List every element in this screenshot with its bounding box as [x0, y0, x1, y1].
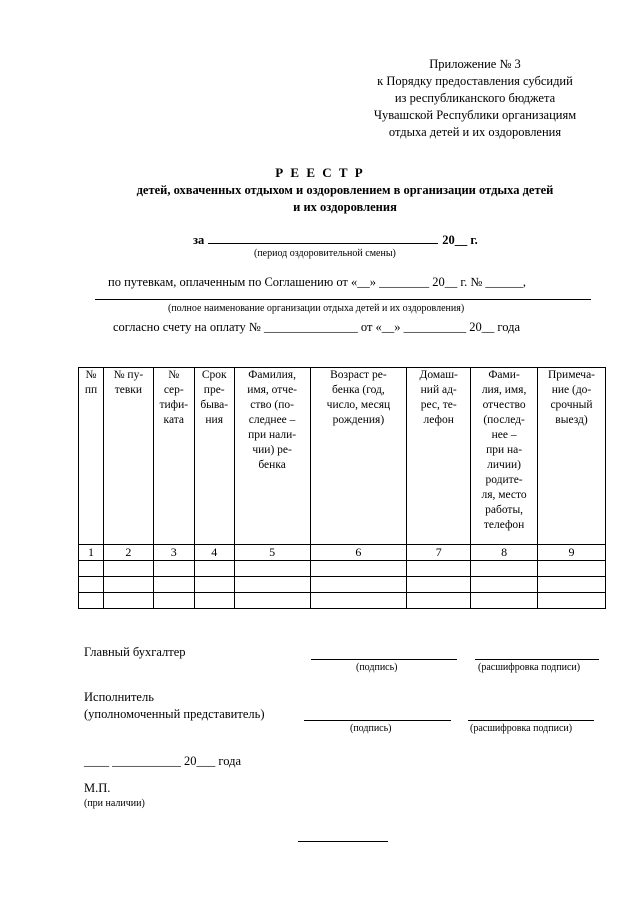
table-cell	[407, 561, 471, 577]
table-header-line: ний ад-	[420, 384, 457, 396]
register-title: Р Е Е С Т Р	[275, 165, 365, 180]
table-cell	[471, 577, 538, 593]
executor-decoding-hint: (расшифровка подписи)	[470, 723, 573, 734]
table-cell	[153, 577, 194, 593]
period-hint: (период оздоровительной смены)	[254, 248, 396, 259]
column-number: 9	[538, 545, 606, 561]
register-subtitle-line: и их оздоровления	[293, 200, 397, 214]
register-subtitle-line: детей, охваченных отдыхом и оздоровлением в организации отдыха детей	[136, 183, 554, 197]
table-header-line: №	[168, 369, 180, 381]
table-header-line: число, месяц	[326, 399, 391, 411]
period-blank	[208, 231, 438, 244]
column-number: 4	[194, 545, 234, 561]
table-cell	[103, 593, 153, 609]
appendix-line: к Порядку предоставления субсидий	[377, 74, 573, 88]
table-row	[79, 593, 606, 609]
table-cell	[103, 577, 153, 593]
table-header-line: чии) ре-	[252, 444, 292, 456]
table-header-line: срочный	[550, 399, 593, 411]
accountant-signature-line	[311, 659, 457, 660]
table-row	[79, 561, 606, 577]
invoice-text: согласно счету на оплату № _______________ от «__» __________ 20__ года	[113, 320, 521, 334]
column-number: 6	[310, 545, 407, 561]
executor-signature-line	[304, 720, 451, 721]
table-cell	[471, 561, 538, 577]
table-header-cell	[310, 368, 407, 545]
table-header-line: личии)	[487, 459, 521, 471]
accountant-decoding-line	[475, 659, 599, 660]
appendix-header	[340, 56, 610, 141]
accountant-label: Главный бухгалтер	[84, 645, 186, 659]
vouchers-text: по путевкам, оплаченным по Соглашению от «__» ________ 20__ г. № ______,	[108, 275, 527, 289]
column-number: 7	[407, 545, 471, 561]
table-header-line: выезд)	[555, 414, 588, 426]
table-cell	[407, 593, 471, 609]
table-header-cell	[471, 368, 538, 545]
table-header-line: тевки	[114, 384, 143, 396]
appendix-line: из республиканского бюджета	[394, 91, 556, 105]
table-header-cell	[407, 368, 471, 545]
table-header-line: сер-	[163, 384, 184, 396]
table-row	[79, 577, 606, 593]
register-subtitle	[90, 182, 600, 216]
stamp-label: М.П.	[84, 781, 111, 795]
table-header-row	[79, 368, 606, 545]
table-header-line: пре-	[203, 384, 225, 396]
column-number: 5	[234, 545, 310, 561]
table-header-line: лефон	[423, 414, 454, 426]
table-header-line: № пу-	[113, 369, 144, 381]
appendix-line: Приложение № 3	[429, 57, 521, 71]
table-header-line: ния	[205, 414, 224, 426]
date-line: ____ ___________ 20___ года	[84, 754, 241, 768]
table-header-line: ля, место	[481, 489, 527, 501]
table-header-line: Домаш-	[419, 369, 458, 381]
stamp-hint: (при наличии)	[84, 798, 145, 809]
executor-role-label: (уполномоченный представитель)	[84, 707, 265, 721]
table-header-line: следнее –	[248, 414, 296, 426]
table-header-line: рождения)	[332, 414, 385, 426]
table-cell	[79, 561, 104, 577]
registry-table	[78, 367, 606, 609]
accountant-decoding-hint: (расшифровка подписи)	[478, 662, 581, 673]
table-cell	[538, 561, 606, 577]
table-header-cell	[153, 368, 194, 545]
table-cell	[234, 593, 310, 609]
appendix-line: Чувашской Республики организациям	[373, 108, 577, 122]
table-cell	[194, 561, 234, 577]
table-header-line: ство (по-	[250, 399, 294, 411]
organization-hint: (полное наименование организации отдыха детей и их оздоровления)	[168, 303, 465, 314]
organization-name-line	[95, 299, 591, 300]
table-cell	[234, 577, 310, 593]
table-header-line: Фамилия,	[248, 369, 296, 381]
table-header-line: ката	[163, 414, 185, 426]
accountant-signature-hint: (подпись)	[356, 662, 398, 673]
table-cell	[310, 593, 407, 609]
table-header-line: отчество	[482, 399, 526, 411]
table-header-line: бенка (год,	[332, 384, 385, 396]
executor-label: Исполнитель	[84, 690, 154, 704]
table-cell	[194, 577, 234, 593]
table-header-line: нее –	[491, 429, 517, 441]
period-prefix: за	[193, 233, 205, 247]
table-cell	[194, 593, 234, 609]
appendix-line: отдыха детей и их оздоровления	[388, 125, 562, 139]
table-cell	[153, 561, 194, 577]
table-header-line: при на-	[486, 444, 523, 456]
table-header-line: работы,	[485, 504, 524, 516]
table-header-line: (послед-	[483, 414, 525, 426]
executor-decoding-line	[468, 720, 594, 721]
table-header-line: рес, те-	[420, 399, 457, 411]
table-cell	[234, 561, 310, 577]
table-header-cell	[538, 368, 606, 545]
table-cell	[310, 577, 407, 593]
table-cell	[79, 593, 104, 609]
table-header-line: лия, имя,	[481, 384, 527, 396]
table-header-line: телефон	[483, 519, 525, 531]
table-cell	[538, 593, 606, 609]
table-header-line: Срок	[201, 369, 227, 381]
table-cell	[103, 561, 153, 577]
table-cell	[310, 561, 407, 577]
period-suffix: 20__ г.	[442, 233, 478, 247]
table-number-row	[79, 545, 606, 561]
table-cell	[471, 593, 538, 609]
table-header-line: №	[85, 369, 97, 381]
bottom-rule	[298, 841, 388, 842]
table-header-line: бенка	[258, 459, 286, 471]
table-header-line: имя, отче-	[247, 384, 298, 396]
table-cell	[153, 593, 194, 609]
table-cell	[407, 577, 471, 593]
table-header-line: родите-	[485, 474, 523, 486]
table-header-line: при нали-	[248, 429, 297, 441]
column-number: 8	[471, 545, 538, 561]
table-header-line: ние (до-	[551, 384, 592, 396]
table-header-line: Возраст ре-	[330, 369, 387, 381]
table-header-line: Фами-	[488, 369, 520, 381]
table-cell	[79, 577, 104, 593]
table-header-cell	[234, 368, 310, 545]
table-header-cell	[79, 368, 104, 545]
table-header-line: быва-	[200, 399, 229, 411]
column-number: 3	[153, 545, 194, 561]
table-header-line: тифи-	[159, 399, 189, 411]
period-line	[193, 231, 478, 248]
column-number: 1	[79, 545, 104, 561]
table-cell	[538, 577, 606, 593]
executor-signature-hint: (подпись)	[350, 723, 392, 734]
table-header-line: пп	[84, 384, 98, 396]
table-header-line: Примеча-	[547, 369, 596, 381]
column-number: 2	[103, 545, 153, 561]
table-header-cell	[194, 368, 234, 545]
table-header-cell	[103, 368, 153, 545]
